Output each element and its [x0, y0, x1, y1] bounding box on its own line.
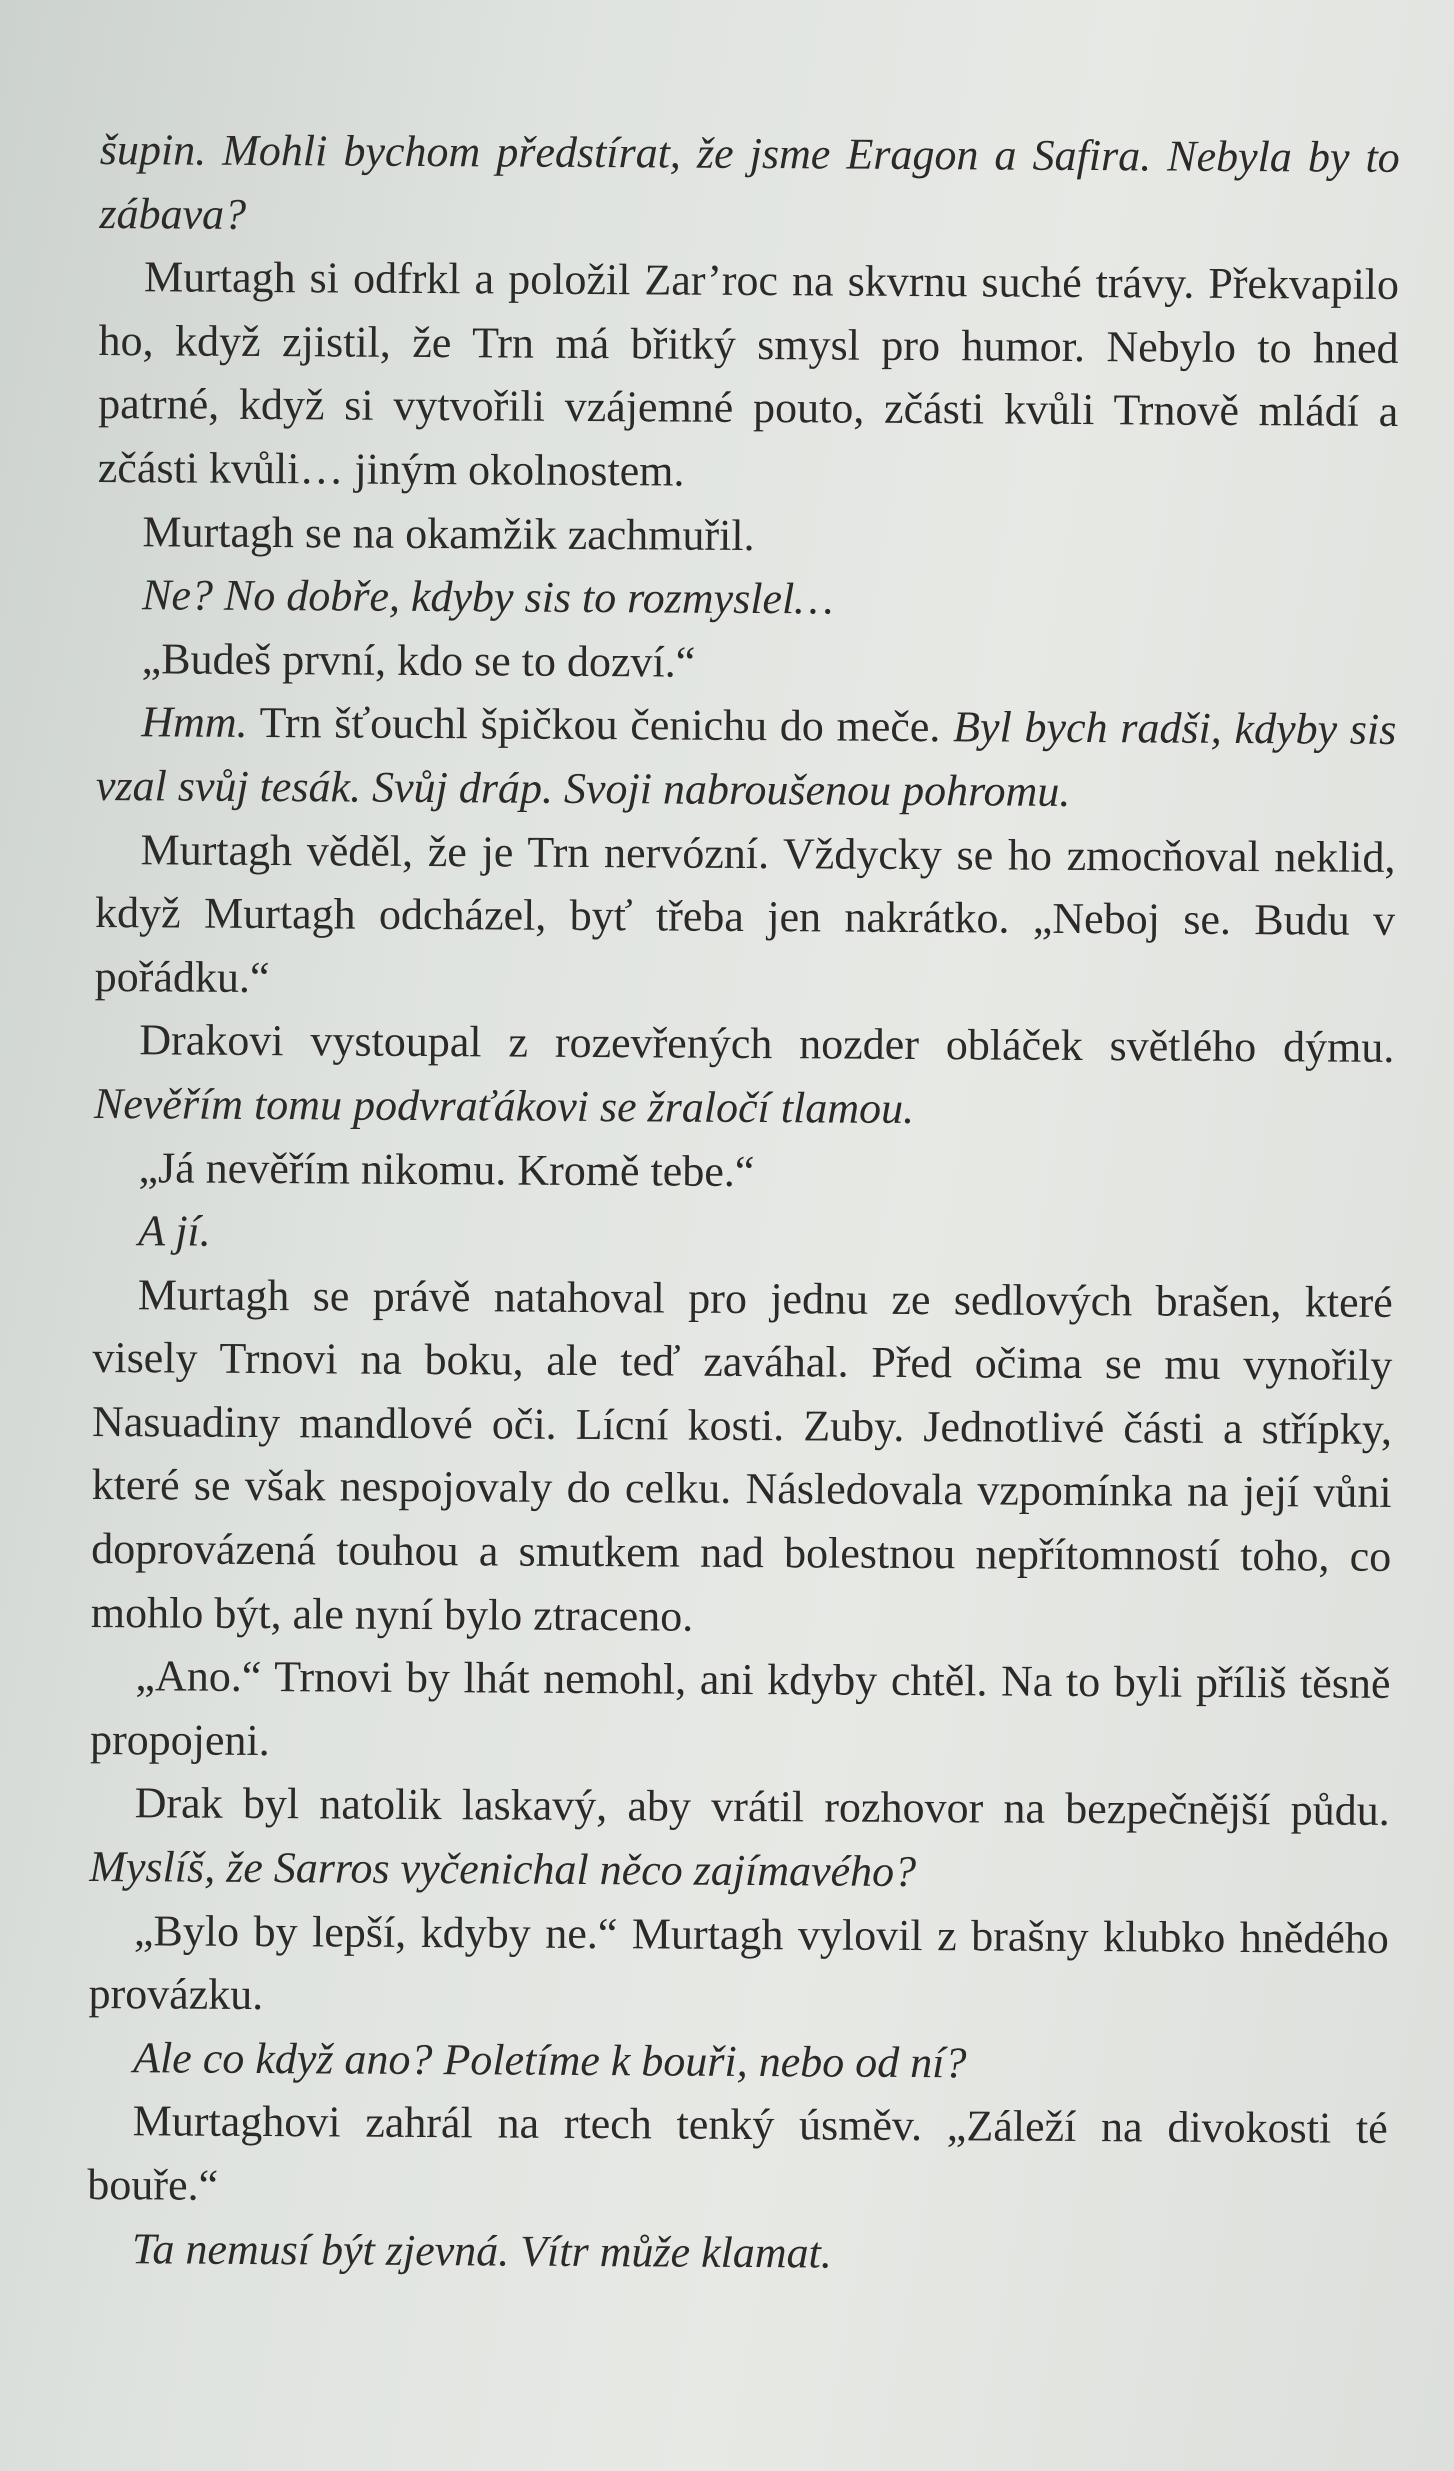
text-segment: Ale co když ano? Poletíme k bouři, nebo od ní? — [133, 2033, 967, 2088]
text-segment: Murtagh se na okamžik zachmuřil. — [142, 506, 755, 560]
text-segment: A jí. — [138, 1206, 211, 1256]
text-segment: Murtagh si odfrkl a položil Zar’roc na skvrnu suché trávy. Překvapilo ho, když zjistil, že Trn má břitký smysl pro humor. Nebylo to hned patrné, když si vytvořili vzájemné pouto, zčásti kvůli Trnově mládí a zčásti kvůli… jiným okolnostem. — [97, 252, 1400, 496]
text-segment: Trn šťouchl špičkou čenichu do meče. — [247, 698, 954, 752]
paragraph — [89, 1771, 1390, 1906]
paragraph — [88, 1899, 1389, 2034]
paragraph — [94, 1008, 1395, 1143]
text-segment: Ta nemusí být zjevná. Vítr může klamat. — [131, 2223, 832, 2278]
paragraph — [87, 2217, 1387, 2289]
text-segment: Murtagh věděl, že je Trn nervózní. Vždycky se ho zmocňoval neklid, když Murtagh odcházel, byť třeba jen nakrátko. „Neboj se. Budu v pořádku.“ — [94, 824, 1396, 1002]
text-segment: Hmm. — [141, 697, 248, 748]
text-segment: Myslíš, že Sarros vyčenichal něco zajímavého? — [89, 1841, 917, 1897]
text-segment: Murtaghovi zahrál na rtech tenký úsměv. „Záleží na divokosti té bouře.“ — [87, 2096, 1388, 2210]
text-segment: „Bylo by lepší, kdyby ne.“ Murtagh vylovil z brašny klubko hnědého provázku. — [88, 1905, 1390, 2020]
paragraph — [97, 627, 1397, 699]
text-segment: Murtagh se právě natahoval pro jednu ze sedlových brašen, které visely Trnovi na boku, ale teď zaváhal. Před očima se mu vynořily Nasuadiny mandlové oči. Lícní kosti. Zuby. Jednotlivé části a střípky, které se však nespojovaly do celku. Následovala vzpomínka na její vůni doprovázená touhou a smutkem nad bolestnou nepřítomností toho, co mohlo být, ale nyní bylo ztraceno. — [90, 1269, 1393, 1641]
paragraph — [97, 500, 1397, 572]
text-segment: šupin. Mohli bychom předstírat, že jsme Eragon a Safira. Nebyla by to zábava? — [99, 124, 1400, 239]
paragraph — [99, 118, 1400, 253]
text-segment: Ne? No dobře, kdyby sis to rozmyslel… — [141, 570, 834, 624]
paragraph — [98, 245, 1400, 507]
paragraph — [93, 1199, 1393, 1271]
paragraph — [96, 690, 1397, 825]
text-segment: Nevěřím tomu podvraťákovi se žraločí tlamou. — [93, 1078, 915, 1133]
paragraph — [90, 1644, 1391, 1779]
body-text — [87, 118, 1400, 2288]
paragraph — [97, 563, 1397, 635]
text-segment: „Budeš první, kdo se to dozví.“ — [141, 634, 696, 687]
text-segment: „Já nevěřím nikomu. Kromě tebe.“ — [138, 1142, 755, 1196]
text-segment: Drak byl natolik laskavý, aby vrátil rozhovor na bezpečnější půdu. — [134, 1778, 1390, 1836]
paragraph — [87, 2089, 1388, 2224]
paragraph — [91, 1263, 1393, 1652]
text-segment: „Ano.“ Trnovi by lhát nemohl, ani kdyby chtěl. Na to byli příliš těsně propojeni. — [89, 1651, 1391, 1765]
paragraph — [88, 2026, 1388, 2098]
paragraph — [93, 1135, 1393, 1207]
paragraph — [95, 818, 1396, 1017]
text-segment: Byl bych radši, kdyby sis vzal svůj tesák. Svůj dráp. Svoji nabroušenou pohromu. — [95, 702, 1397, 816]
text-segment: Drakovi vystoupal z rozevřených nozder obláček světlého dýmu. — [139, 1015, 1395, 1073]
